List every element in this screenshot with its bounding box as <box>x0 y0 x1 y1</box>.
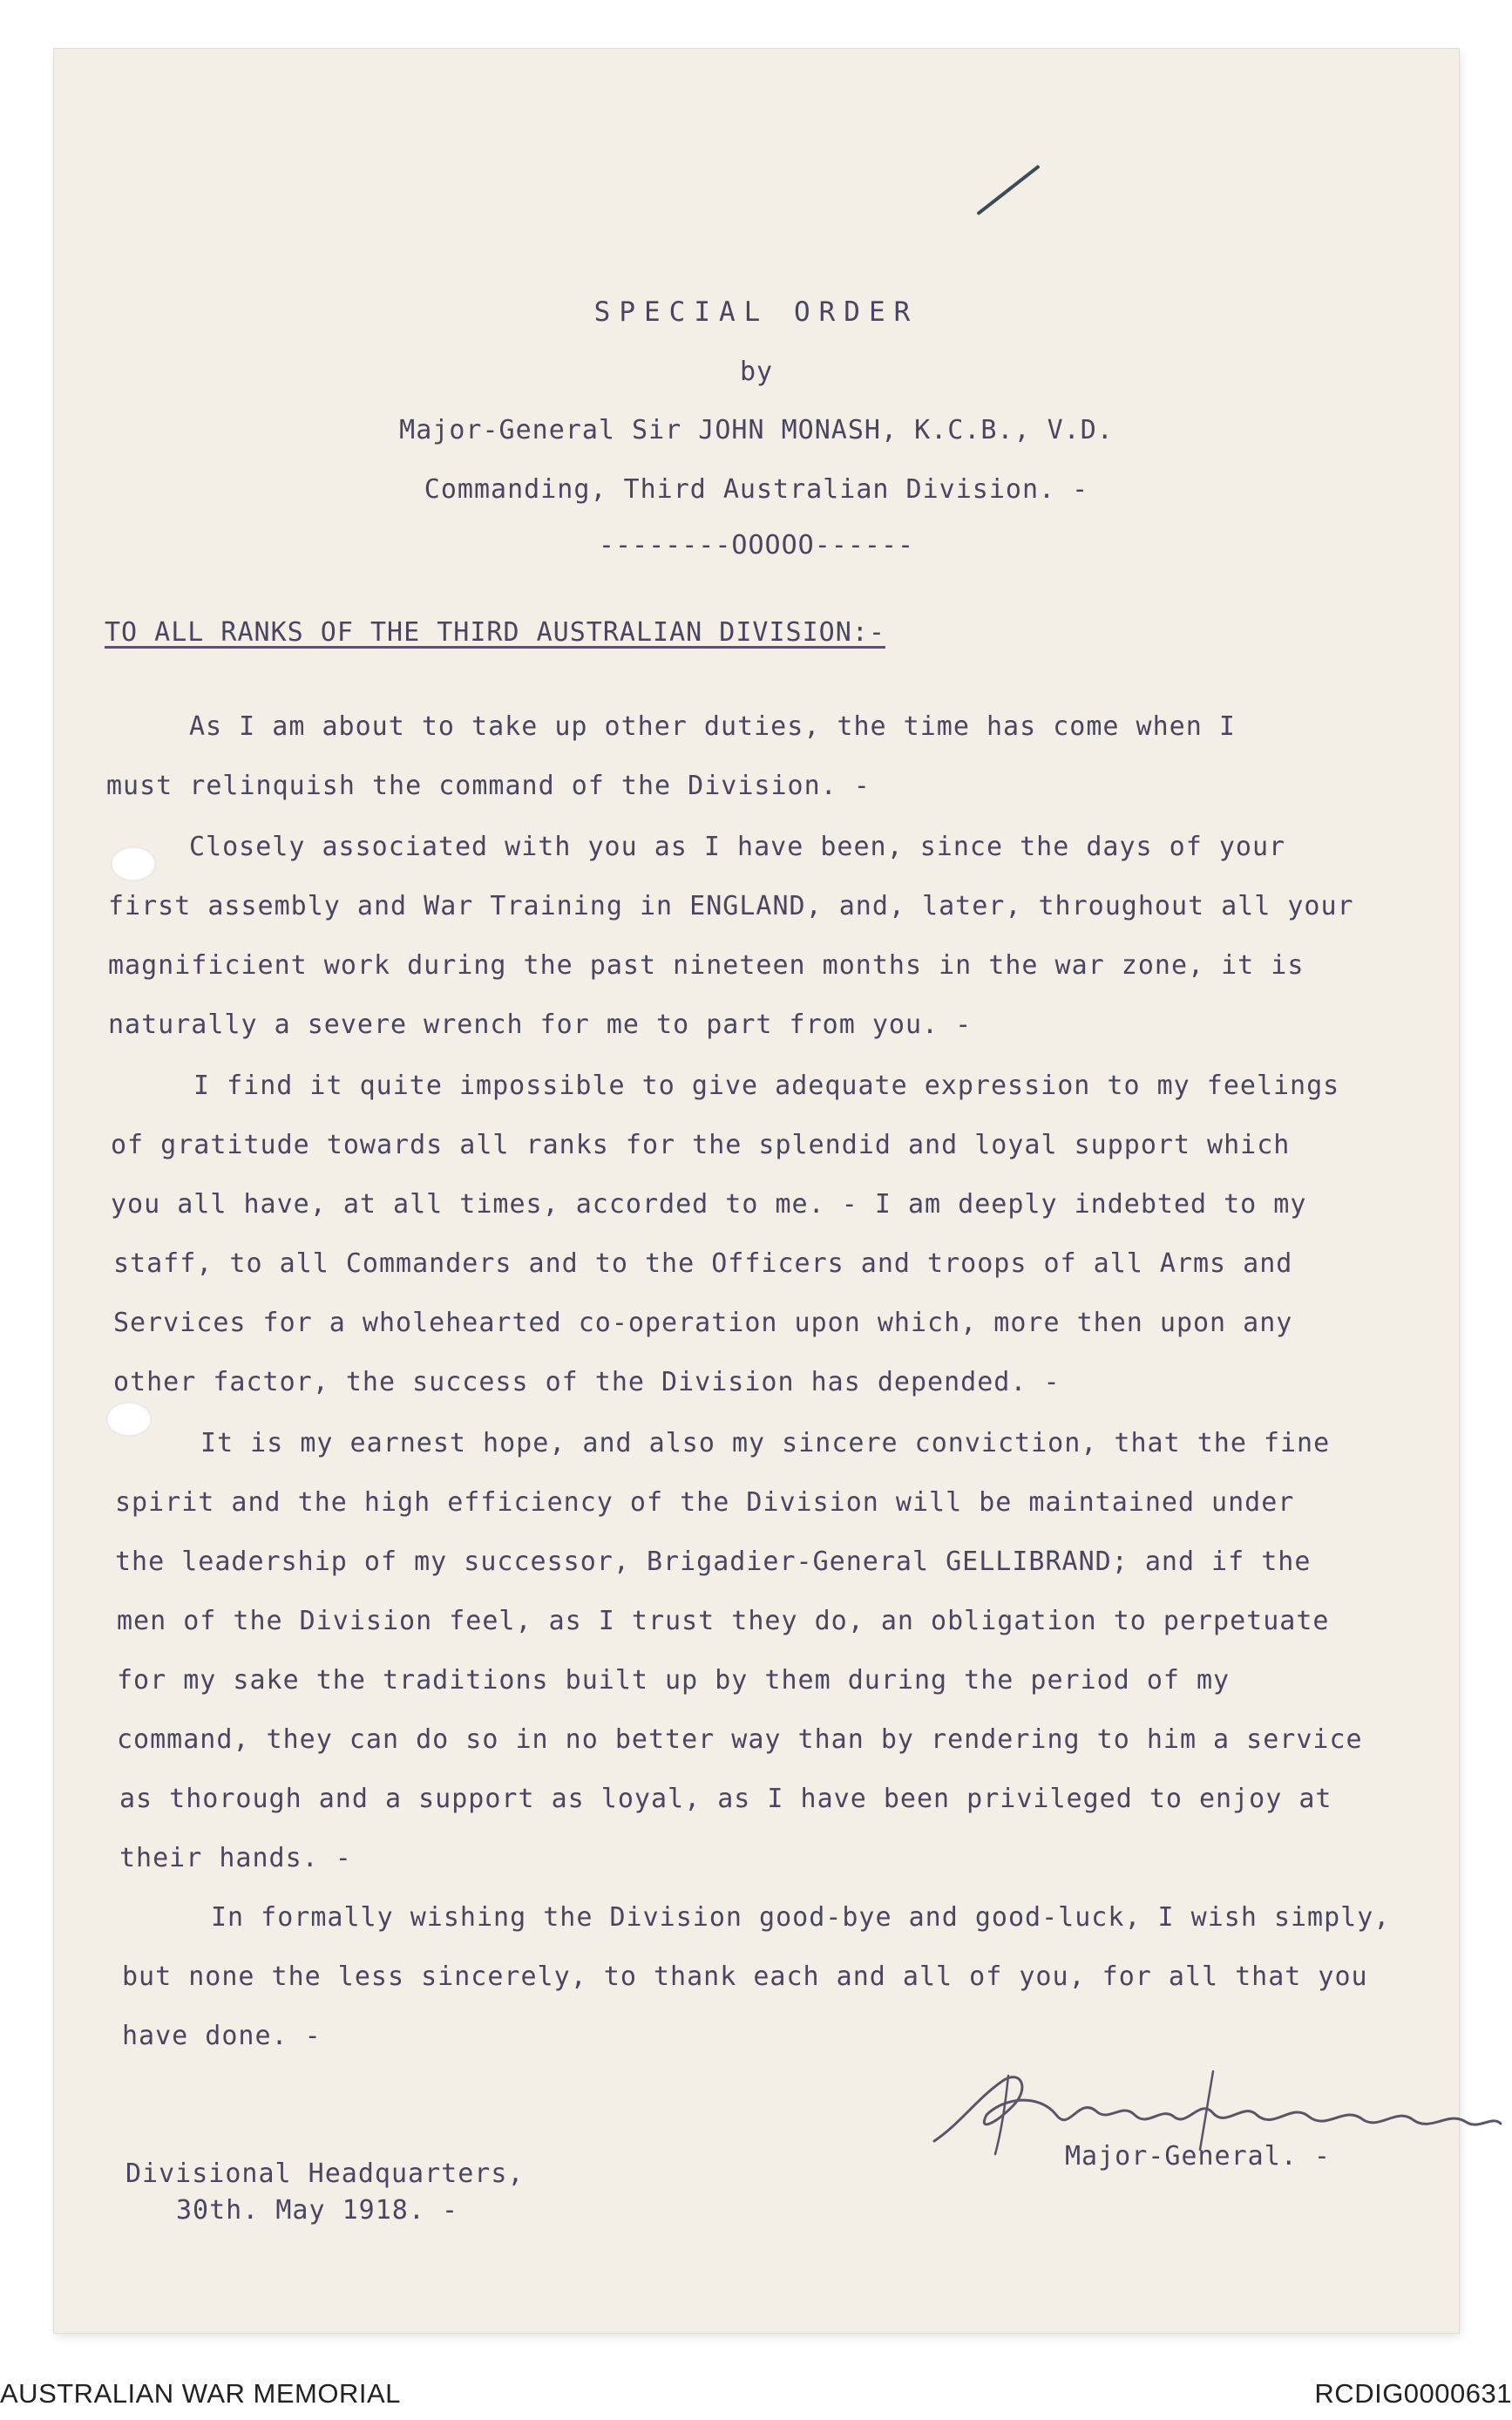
body-line: spirit and the high efficiency of the Division will be maintained under <box>115 1487 1295 1518</box>
ink-mark <box>976 165 1040 216</box>
body-line: men of the Division feel, as I trust they do, an obligation to perpetuate <box>117 1606 1330 1636</box>
body-line: naturally a severe wrench for me to part from you. - <box>108 1009 973 1040</box>
body-line: as thorough and a support as loyal, as I have been privileged to enjoy at <box>119 1784 1332 1814</box>
body-line: of gratitude towards all ranks for the splendid and loyal support which <box>111 1130 1291 1160</box>
body-line: command, they can do so in no better way than by rendering to him a service <box>117 1724 1363 1755</box>
signature-title: Major-General. - <box>1065 2141 1331 2172</box>
body-line: their hands. - <box>119 1843 352 1873</box>
command-line: Commanding, Third Australian Division. - <box>424 474 1089 505</box>
document-title: SPECIAL ORDER <box>593 296 919 328</box>
footer-identifier: RCDIG0000631 <box>1314 2378 1512 2409</box>
body-line: magnificient work during the past nineteen months in the war zone, it is <box>108 950 1305 981</box>
body-line: have done. - <box>122 2021 322 2051</box>
body-line: other factor, the success of the Division has depended. - <box>113 1367 1061 1397</box>
body-line: staff, to all Commanders and to the Officers and troops of all Arms and <box>113 1248 1293 1279</box>
body-line: must relinquish the command of the Division. - <box>106 771 871 801</box>
divider: --------OOOOO------ <box>598 530 915 561</box>
issue-date: 30th. May 1918. - <box>176 2195 459 2226</box>
address-heading: TO ALL RANKS OF THE THIRD AUSTRALIAN DIVISION:- <box>105 617 885 648</box>
body-line: It is my earnest hope, and also my sincere conviction, that the fine <box>200 1428 1331 1458</box>
footer-institution: AUSTRALIAN WAR MEMORIAL <box>0 2378 401 2409</box>
body-line: As I am about to take up other duties, the time has come when I <box>189 711 1236 742</box>
body-line: Closely associated with you as I have been, since the days of your <box>189 832 1286 862</box>
body-line: I find it quite impossible to give adequate expression to my feelings <box>193 1071 1340 1101</box>
body-line: first assembly and War Training in ENGLAND, and, later, throughout all your <box>108 891 1354 921</box>
punch-hole <box>111 846 156 881</box>
author-line: Major-General Sir JOHN MONASH, K.C.B., V.D. <box>399 415 1114 445</box>
body-line: for my sake the traditions built up by them during the period of my <box>117 1665 1231 1696</box>
body-line: In formally wishing the Division good-bye and good-luck, I wish simply, <box>211 1902 1391 1933</box>
by-line: by <box>739 357 774 387</box>
punch-hole <box>106 1402 152 1437</box>
body-line: the leadership of my successor, Brigadier-General GELLIBRAND; and if the <box>115 1546 1312 1577</box>
document-sheet <box>54 49 1459 2333</box>
body-line: Services for a wholehearted co-operation upon which, more then upon any <box>113 1308 1293 1338</box>
body-line: you all have, at all times, accorded to me. - I am deeply indebted to my <box>111 1189 1307 1220</box>
issue-location: Divisional Headquarters, <box>125 2158 525 2189</box>
body-line: but none the less sincerely, to thank each and all of you, for all that you <box>122 1961 1368 1992</box>
